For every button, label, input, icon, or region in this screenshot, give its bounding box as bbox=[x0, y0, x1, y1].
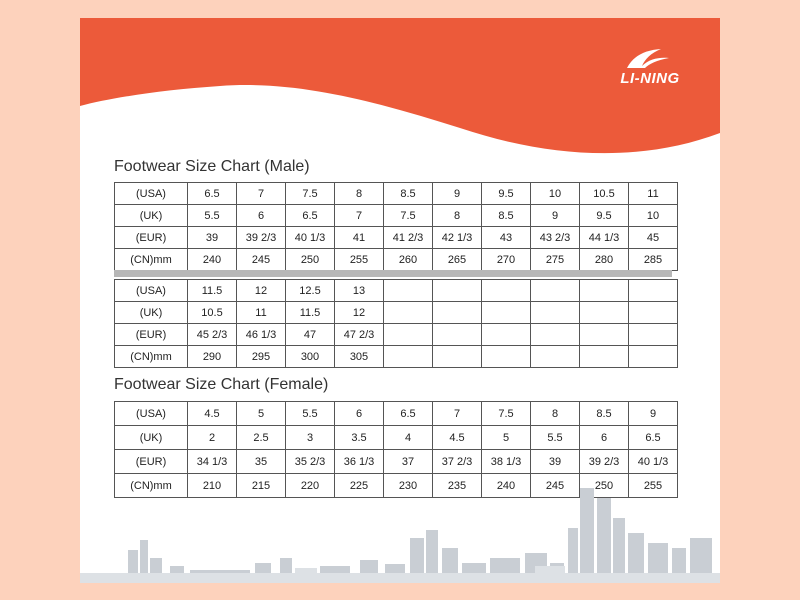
size-cell: 4.5 bbox=[433, 426, 482, 450]
female-chart-title: Footwear Size Chart (Female) bbox=[114, 376, 329, 393]
size-cell: 40 1/3 bbox=[629, 450, 678, 474]
size-cell: 6 bbox=[335, 402, 384, 426]
size-cell: 47 bbox=[286, 324, 335, 346]
size-cell: 39 2/3 bbox=[580, 450, 629, 474]
size-cell: 245 bbox=[531, 474, 580, 498]
size-cell: 255 bbox=[335, 249, 384, 271]
size-cell: 43 2/3 bbox=[531, 227, 580, 249]
city-skyline-illustration bbox=[80, 18, 720, 583]
row-header-cell: (EUR) bbox=[115, 450, 188, 474]
row-header-cell: (UK) bbox=[115, 426, 188, 450]
size-cell: 8 bbox=[531, 402, 580, 426]
size-cell: 7 bbox=[335, 205, 384, 227]
size-cell: 47 2/3 bbox=[335, 324, 384, 346]
size-cell: 7.5 bbox=[286, 183, 335, 205]
row-header-cell: (UK) bbox=[115, 302, 188, 324]
size-cell: 290 bbox=[188, 346, 237, 368]
row-header-cell: (EUR) bbox=[115, 324, 188, 346]
size-cell: 9 bbox=[433, 183, 482, 205]
size-cell: 39 bbox=[531, 450, 580, 474]
size-cell: 7 bbox=[433, 402, 482, 426]
size-cell: 35 2/3 bbox=[286, 450, 335, 474]
size-cell: 35 bbox=[237, 450, 286, 474]
size-cell: 7 bbox=[237, 183, 286, 205]
size-cell: 3.5 bbox=[335, 426, 384, 450]
size-cell: 10 bbox=[629, 205, 678, 227]
size-cell: 3 bbox=[286, 426, 335, 450]
size-cell: 12 bbox=[335, 302, 384, 324]
size-cell: 240 bbox=[188, 249, 237, 271]
size-cell: 9 bbox=[629, 402, 678, 426]
size-cell: 5 bbox=[482, 426, 531, 450]
size-cell: 4.5 bbox=[188, 402, 237, 426]
size-cell: 36 1/3 bbox=[335, 450, 384, 474]
size-cell: 235 bbox=[433, 474, 482, 498]
size-cell: 8 bbox=[335, 183, 384, 205]
size-cell: 43 bbox=[482, 227, 531, 249]
row-header-cell: (USA) bbox=[115, 183, 188, 205]
size-cell: 8.5 bbox=[580, 402, 629, 426]
size-cell: 34 1/3 bbox=[188, 450, 237, 474]
size-cell: 225 bbox=[335, 474, 384, 498]
size-chart-card bbox=[80, 18, 720, 583]
size-cell: 6 bbox=[237, 205, 286, 227]
size-cell: 250 bbox=[286, 249, 335, 271]
size-cell: 9.5 bbox=[580, 205, 629, 227]
size-cell: 39 bbox=[188, 227, 237, 249]
size-cell: 210 bbox=[188, 474, 237, 498]
size-cell: 275 bbox=[531, 249, 580, 271]
row-header-cell: (EUR) bbox=[115, 227, 188, 249]
size-cell: 245 bbox=[237, 249, 286, 271]
size-cell: 11.5 bbox=[286, 302, 335, 324]
size-cell: 41 bbox=[335, 227, 384, 249]
size-cell: 300 bbox=[286, 346, 335, 368]
size-cell: 255 bbox=[629, 474, 678, 498]
row-header-cell: (USA) bbox=[115, 280, 188, 302]
size-cell: 305 bbox=[335, 346, 384, 368]
size-cell: 39 2/3 bbox=[237, 227, 286, 249]
size-cell: 12.5 bbox=[286, 280, 335, 302]
size-cell: 11 bbox=[237, 302, 286, 324]
size-cell: 37 2/3 bbox=[433, 450, 482, 474]
size-cell: 10 bbox=[531, 183, 580, 205]
size-cell: 10.5 bbox=[188, 302, 237, 324]
size-cell: 11 bbox=[629, 183, 678, 205]
size-cell: 40 1/3 bbox=[286, 227, 335, 249]
size-cell: 6.5 bbox=[286, 205, 335, 227]
size-cell: 6 bbox=[580, 426, 629, 450]
size-cell: 8 bbox=[433, 205, 482, 227]
size-cell: 11.5 bbox=[188, 280, 237, 302]
size-cell: 240 bbox=[482, 474, 531, 498]
size-cell: 9.5 bbox=[482, 183, 531, 205]
size-cell: 45 bbox=[629, 227, 678, 249]
size-cell: 5.5 bbox=[188, 205, 237, 227]
size-cell: 8.5 bbox=[384, 183, 433, 205]
size-cell: 2.5 bbox=[237, 426, 286, 450]
row-header-cell: (CN)mm bbox=[115, 346, 188, 368]
size-cell: 270 bbox=[482, 249, 531, 271]
size-cell: 7.5 bbox=[482, 402, 531, 426]
logo-text: LI-NING bbox=[620, 70, 680, 87]
size-cell: 260 bbox=[384, 249, 433, 271]
size-cell: 250 bbox=[580, 474, 629, 498]
row-header-cell: (CN)mm bbox=[115, 249, 188, 271]
size-cell: 4 bbox=[384, 426, 433, 450]
size-cell: 12 bbox=[237, 280, 286, 302]
row-header-cell: (UK) bbox=[115, 205, 188, 227]
size-cell: 8.5 bbox=[482, 205, 531, 227]
size-cell: 5.5 bbox=[286, 402, 335, 426]
size-cell: 13 bbox=[335, 280, 384, 302]
size-cell: 45 2/3 bbox=[188, 324, 237, 346]
size-cell: 10.5 bbox=[580, 183, 629, 205]
size-cell: 295 bbox=[237, 346, 286, 368]
size-cell: 9 bbox=[531, 205, 580, 227]
size-cell: 5.5 bbox=[531, 426, 580, 450]
size-cell: 5 bbox=[237, 402, 286, 426]
size-cell: 215 bbox=[237, 474, 286, 498]
row-header-cell: (USA) bbox=[115, 402, 188, 426]
size-cell: 7.5 bbox=[384, 205, 433, 227]
male-chart-title: Footwear Size Chart (Male) bbox=[114, 158, 310, 175]
size-cell: 6.5 bbox=[629, 426, 678, 450]
size-cell: 230 bbox=[384, 474, 433, 498]
size-cell: 42 1/3 bbox=[433, 227, 482, 249]
size-cell: 220 bbox=[286, 474, 335, 498]
size-cell: 38 1/3 bbox=[482, 450, 531, 474]
size-cell: 280 bbox=[580, 249, 629, 271]
row-header-cell: (CN)mm bbox=[115, 474, 188, 498]
size-cell: 41 2/3 bbox=[384, 227, 433, 249]
size-cell: 44 1/3 bbox=[580, 227, 629, 249]
size-cell: 265 bbox=[433, 249, 482, 271]
size-cell: 37 bbox=[384, 450, 433, 474]
size-cell: 6.5 bbox=[188, 183, 237, 205]
size-cell: 46 1/3 bbox=[237, 324, 286, 346]
size-cell: 6.5 bbox=[384, 402, 433, 426]
size-cell: 285 bbox=[629, 249, 678, 271]
size-cell: 2 bbox=[188, 426, 237, 450]
